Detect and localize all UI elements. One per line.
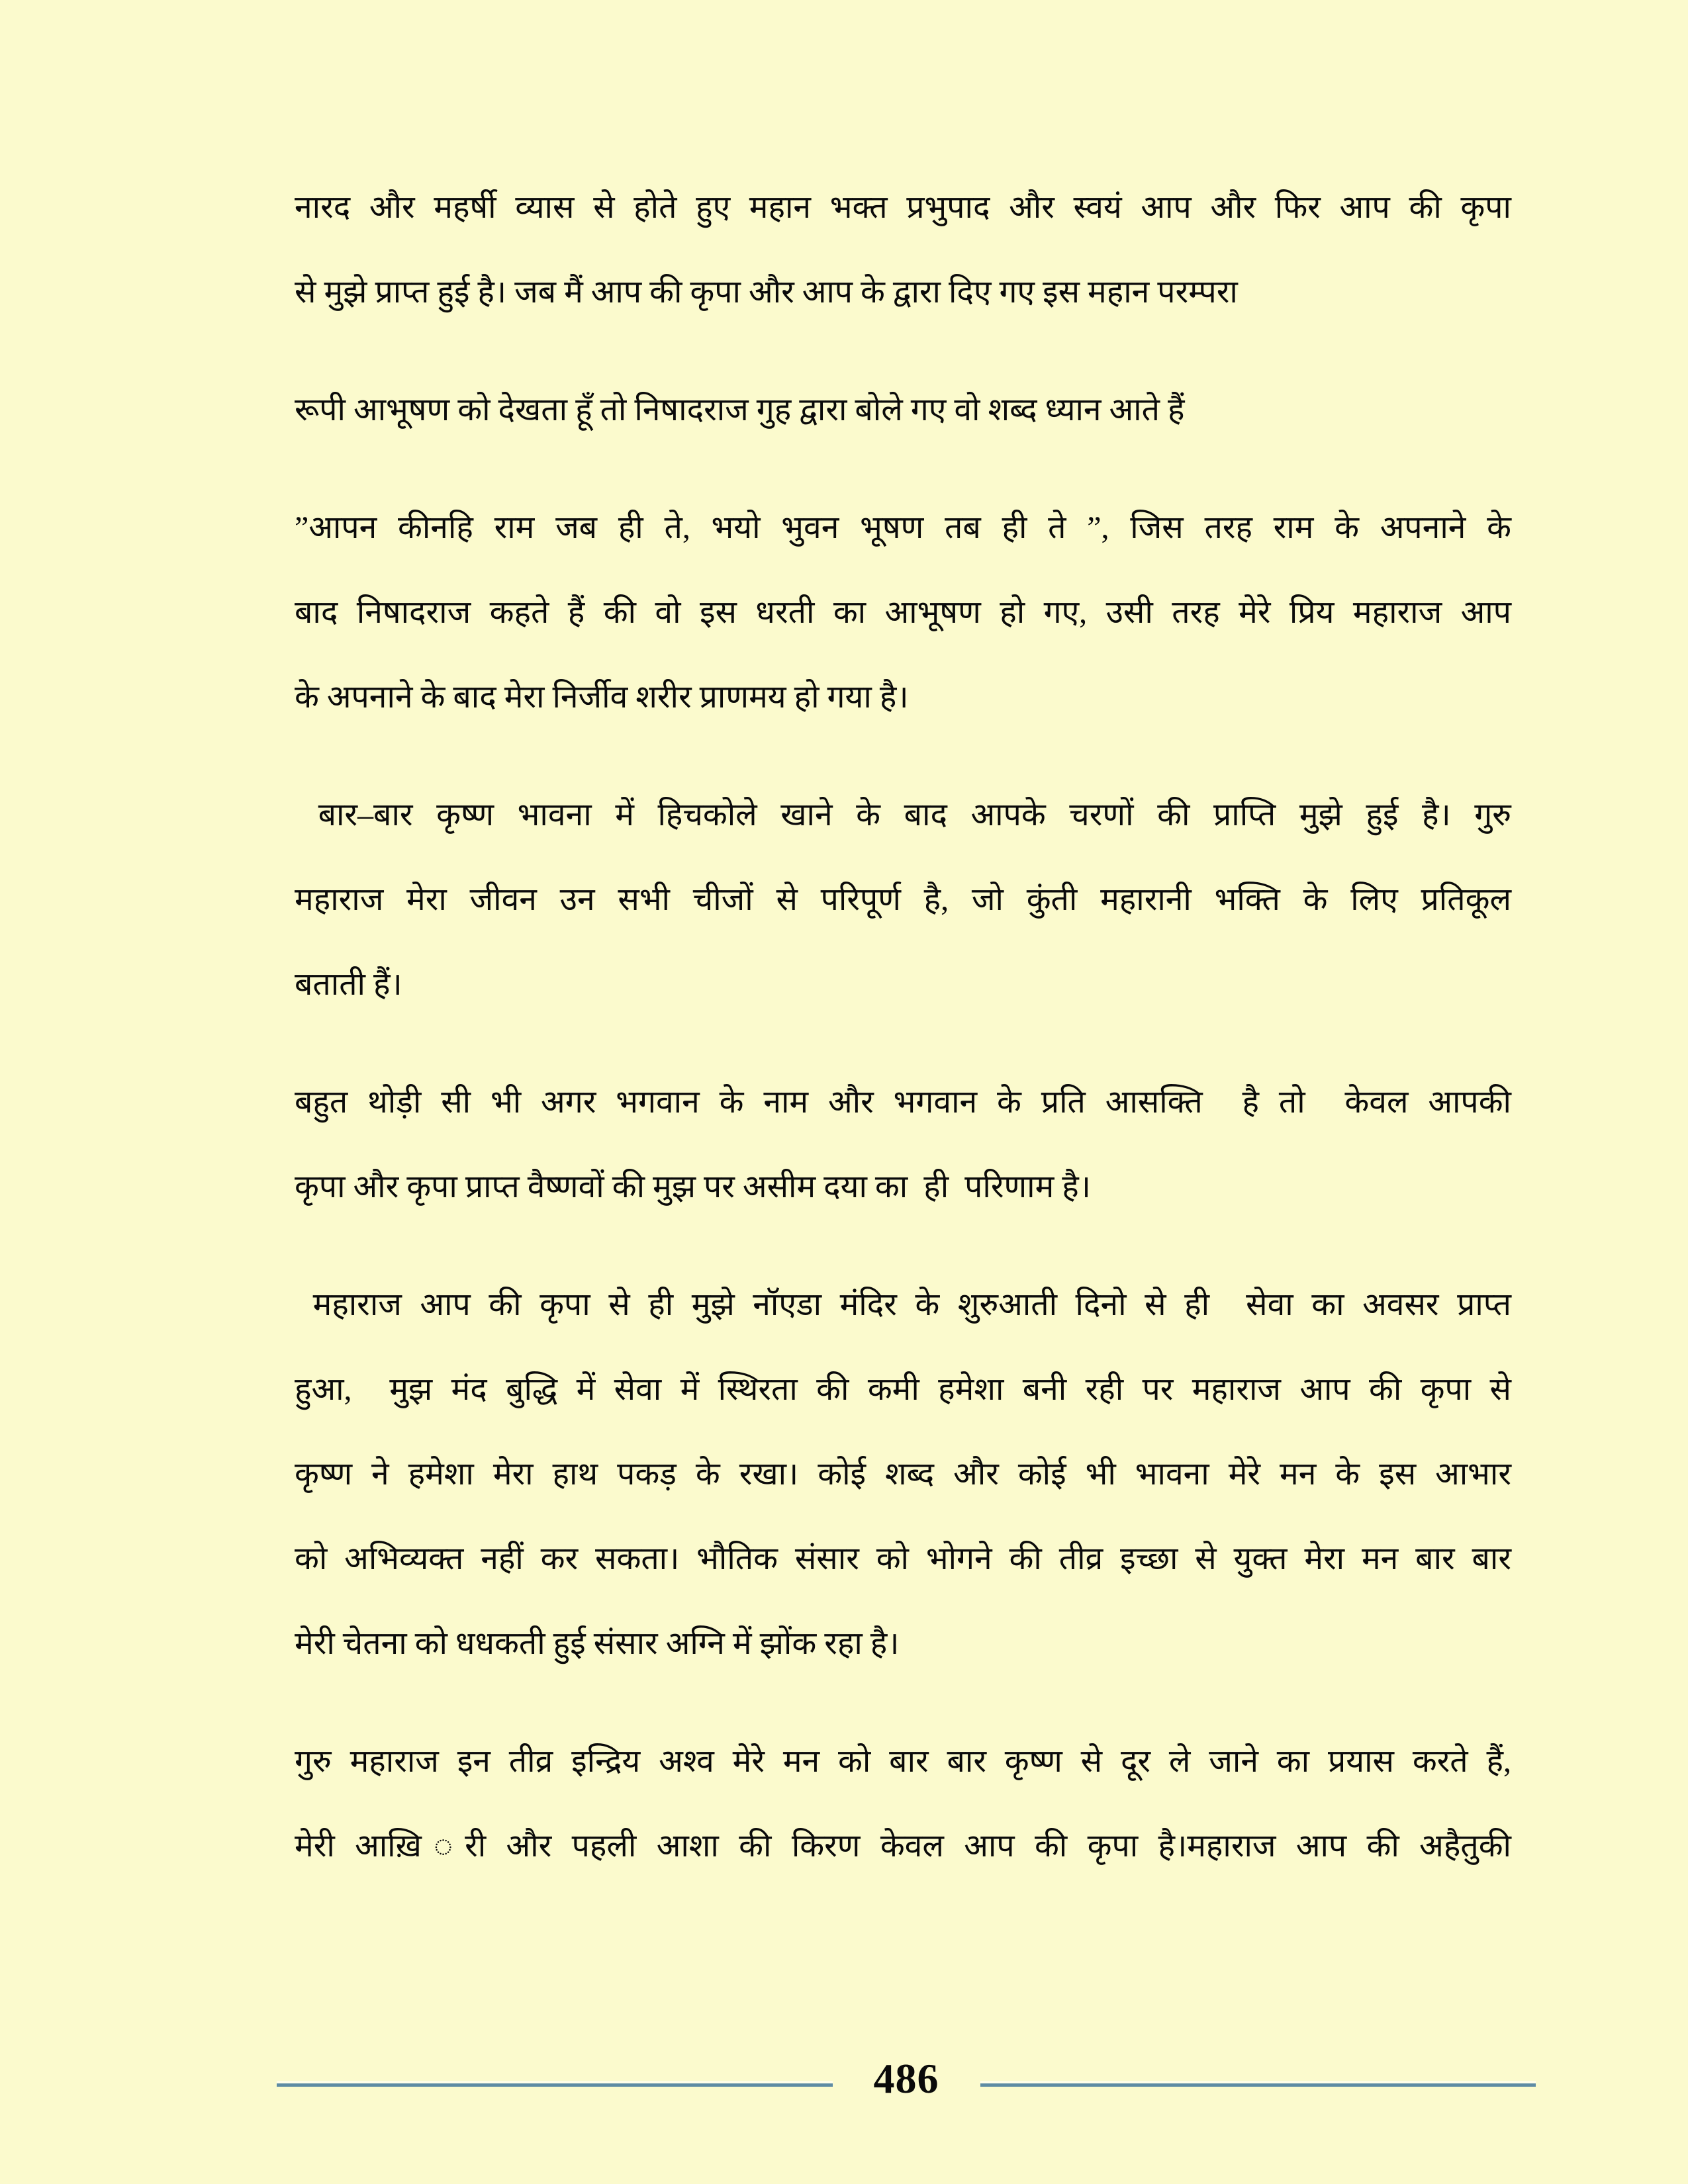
- text-body: [295, 165, 1511, 1922]
- text-line: ”आपन कीनहि राम जब ही ते, भयो भुवन भूषण तब ही ते ”, जिस तरह राम के अपनाने के: [295, 510, 1511, 545]
- text-line: से मुझे प्राप्त हुई है। जब मैं आप की कृपा और आप के द्वारा दिए गए इस महान परम्परा: [295, 275, 1238, 310]
- text-line: नारद और महर्षी व्यास से होते हुए महान भक्त प्रभुपाद और स्वयं आप और फिर आप की कृपा: [295, 190, 1511, 225]
- text-line: महाराज आप की कृपा से ही मुझे नॉएडा मंदिर के शुरुआती दिनो से ही सेवा का अवसर प्राप्त: [295, 1287, 1512, 1322]
- text-line: कृपा और कृपा प्राप्त वैष्णवों की मुझ पर असीम दया का ही परिणाम है।: [295, 1169, 1091, 1205]
- page-number: 486: [873, 2055, 939, 2102]
- paragraph: [295, 1719, 1511, 1889]
- text-line: बहुत थोड़ी सी भी अगर भगवान के नाम और भगवान के प्रति आसक्ति है तो केवल आपकी: [295, 1085, 1511, 1120]
- text-line: के अपनाने के बाद मेरा निर्जीव शरीर प्राणमय हो गया है।: [295, 680, 909, 715]
- text-line: हुआ, मुझ मंद बुद्धि में सेवा में स्थिरता की कमी हमेशा बनी रही पर महाराज आप की कृपा से: [295, 1372, 1511, 1407]
- text-line: महाराज मेरा जीवन उन सभी चीजों से परिपूर्ण है, जो कुंती महारानी भक्ति के लिए प्रतिकूल: [295, 882, 1511, 917]
- text-line: गुरु महाराज इन तीव्र इन्द्रिय अश्व मेरे मन को बार बार कृष्ण से दूर ले जाने का प्रयास करते हैं,: [295, 1744, 1511, 1779]
- page-footer: [277, 2055, 1536, 2109]
- text-line: कृष्ण ने हमेशा मेरा हाथ पकड़ के रखा। कोई शब्द और कोई भी भावना मेरे मन के इस आभार: [295, 1457, 1511, 1492]
- text-line: को अभिव्यक्त नहीं कर सकता। भौतिक संसार को भोगने की तीव्र इच्छा से युक्त मेरा मन बार बार: [295, 1541, 1511, 1576]
- paragraph: [295, 773, 1511, 1027]
- paragraph: [295, 1263, 1511, 1686]
- text-line: बताती हैं।: [295, 967, 402, 1002]
- text-line: मेरी चेतना को धधकती हुई संसार अग्नि में झोंक रहा है।: [295, 1626, 900, 1661]
- text-line: बार–बार कृष्ण भावना में हिचकोले खाने के बाद आपके चरणों की प्राप्ति मुझे हुई है। गुरु: [295, 797, 1512, 833]
- footer-rule-right: [980, 2081, 1536, 2087]
- text-line: मेरी आख़ि◌री और पहली आशा की किरण केवल आप की कृपा है।महाराज आप की अहैतुकी: [295, 1829, 1511, 1864]
- text-line: बाद निषादराज कहते हैं की वो इस धरती का आभूषण हो गए, उसी तरह मेरे प्रिय महाराज आप: [295, 595, 1511, 630]
- paragraph: [295, 368, 1511, 453]
- paragraph: [295, 165, 1511, 335]
- paragraph: [295, 486, 1511, 740]
- text-line: रूपी आभूषण को देखता हूँ तो निषादराज गुह द्वारा बोले गए वो शब्द ध्यान आते हैं: [295, 392, 1185, 428]
- footer-rule-left: [277, 2081, 833, 2087]
- paragraph: [295, 1060, 1511, 1230]
